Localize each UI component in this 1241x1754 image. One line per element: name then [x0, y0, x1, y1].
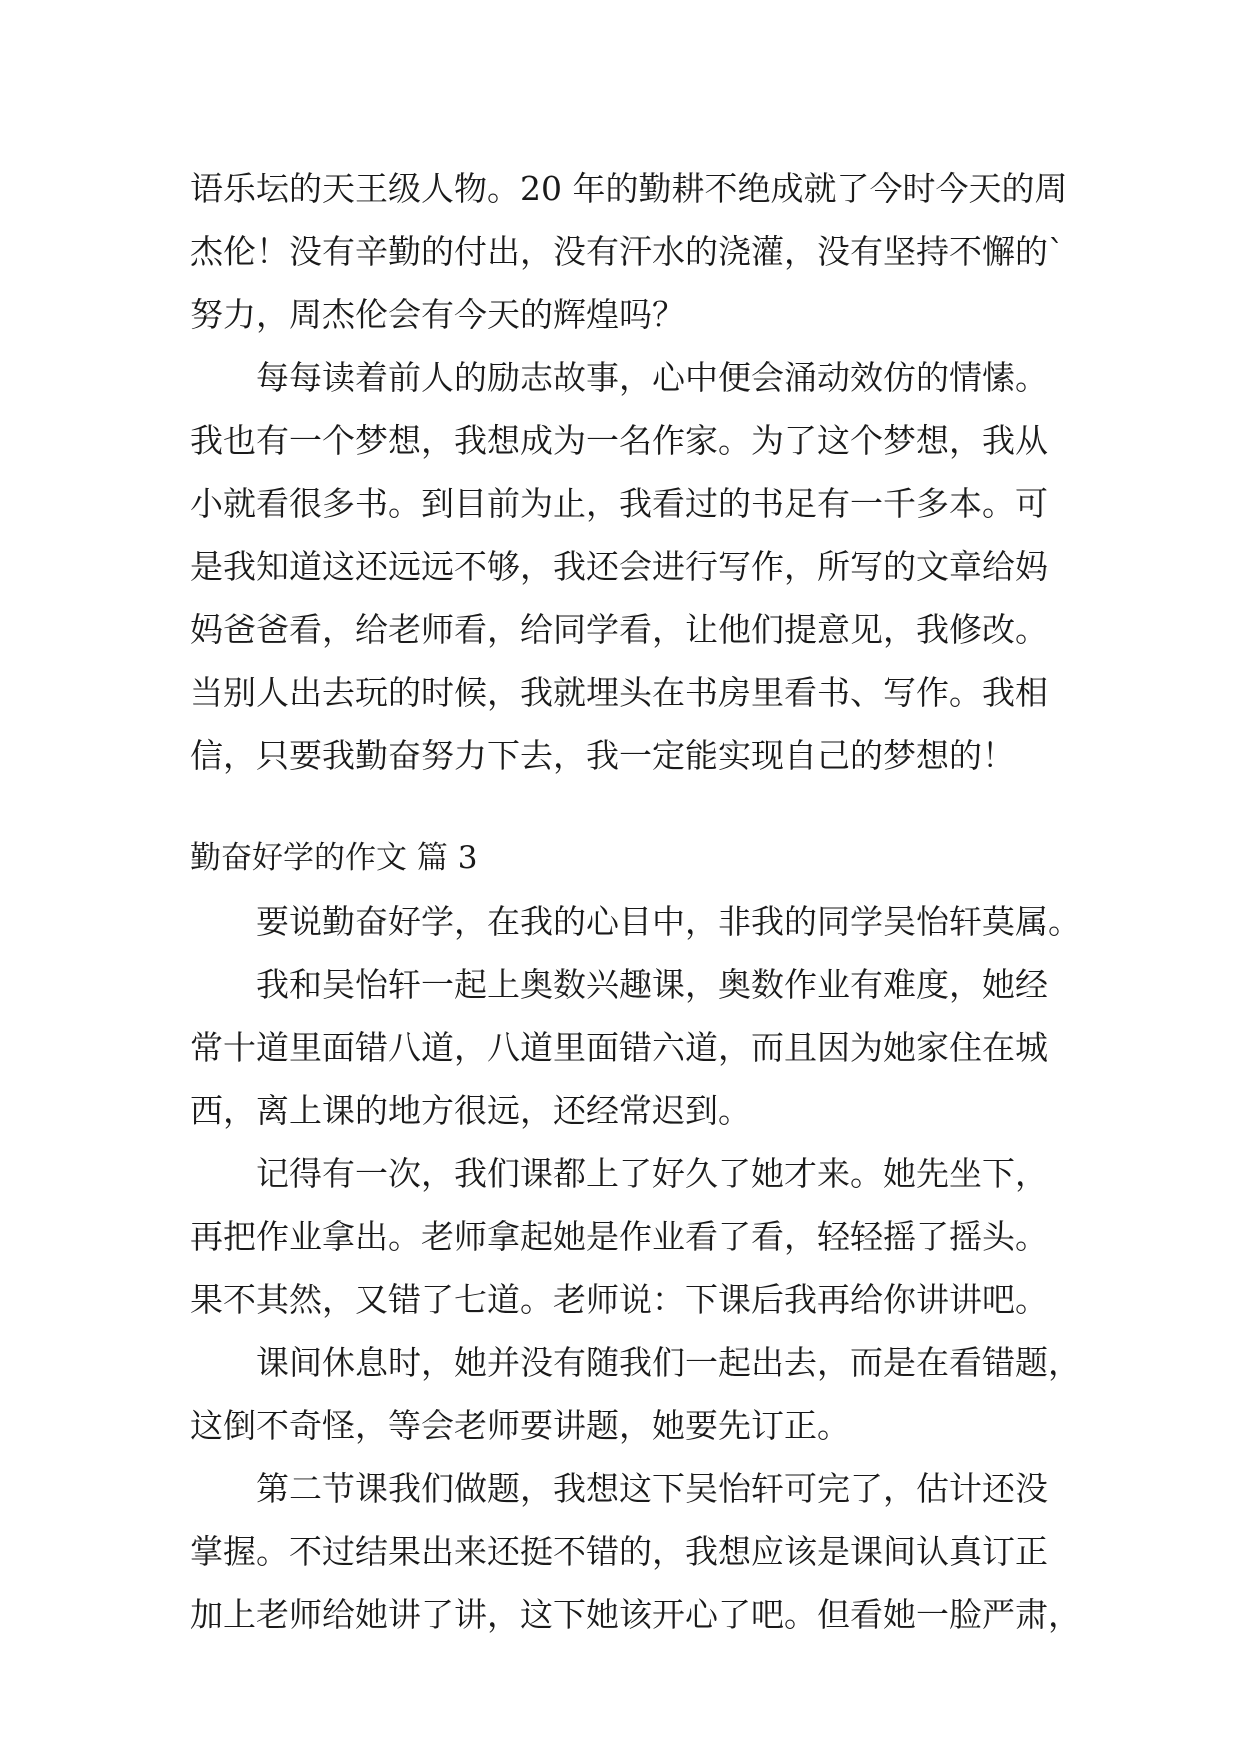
- text-line: 这倒不奇怪，等会老师要讲题，她要先订正。: [190, 1406, 850, 1445]
- text-line: 妈爸爸看，给老师看，给同学看，让他们提意见，我修改。: [190, 610, 1048, 649]
- section-heading: 勤奋好学的作文 篇 3: [190, 840, 478, 876]
- text-line: 小就看很多书。到目前为止，我看过的书足有一千多本。可: [190, 484, 1048, 523]
- text-line: 课间休息时，她并没有随我们一起出去，而是在看错题，: [256, 1343, 1081, 1382]
- text-line: 再把作业拿出。老师拿起她是作业看了看，轻轻摇了摇头。: [190, 1217, 1048, 1256]
- paragraph-break-time: [190, 1331, 1081, 1457]
- paragraph-second-class: [190, 1457, 1081, 1646]
- text-line: 要说勤奋好学，在我的心目中，非我的同学吴怡轩莫属。: [256, 902, 1081, 941]
- paragraph-dream: [190, 346, 1070, 787]
- paragraph-late-arrival: [190, 1142, 1070, 1331]
- text-line: 杰伦！没有辛勤的付出，没有汗水的浇灌，没有坚持不懈的`: [190, 232, 1065, 271]
- text-line: 是我知道这还远远不够，我还会进行写作，所写的文章给妈: [190, 547, 1048, 586]
- text-line: 果不其然，又错了七道。老师说：下课后我再给你讲讲吧。: [190, 1280, 1048, 1319]
- section-spacer: [190, 787, 1070, 827]
- paragraph-continuation: [190, 157, 1070, 346]
- text-line: 加上老师给她讲了讲，这下她该开心了吧。但看她一脸严肃，: [190, 1595, 1081, 1634]
- text-line: 信，只要我勤奋努力下去，我一定能实现自己的梦想的！: [190, 736, 1015, 775]
- document-body: [190, 157, 1081, 1646]
- text-line: 我和吴怡轩一起上奥数兴趣课，奥数作业有难度，她经: [256, 965, 1048, 1004]
- paragraph-intro: [190, 890, 1081, 953]
- text-line: 西，离上课的地方很远，还经常迟到。: [190, 1091, 751, 1130]
- text-line: 第二节课我们做题，我想这下吴怡轩可完了，估计还没: [256, 1469, 1048, 1508]
- text-line: 当别人出去玩的时候，我就埋头在书房里看书、写作。我相: [190, 673, 1048, 712]
- text-line: 记得有一次，我们课都上了好久了她才来。她先坐下，: [256, 1154, 1048, 1193]
- text-line: 掌握。不过结果出来还挺不错的，我想应该是课间认真订正: [190, 1532, 1048, 1571]
- paragraph-math-class: [190, 953, 1070, 1142]
- text-line: 努力，周杰伦会有今天的辉煌吗？: [190, 295, 685, 334]
- text-line: 语乐坛的天王级人物。20 年的勤耕不绝成就了今时今天的周: [190, 169, 1068, 208]
- text-line: 常十道里面错八道，八道里面错六道，而且因为她家住在城: [190, 1028, 1048, 1067]
- text-line: 我也有一个梦想，我想成为一名作家。为了这个梦想，我从: [190, 421, 1048, 460]
- text-line: 每每读着前人的励志故事，心中便会涌动效仿的情愫。: [256, 358, 1048, 397]
